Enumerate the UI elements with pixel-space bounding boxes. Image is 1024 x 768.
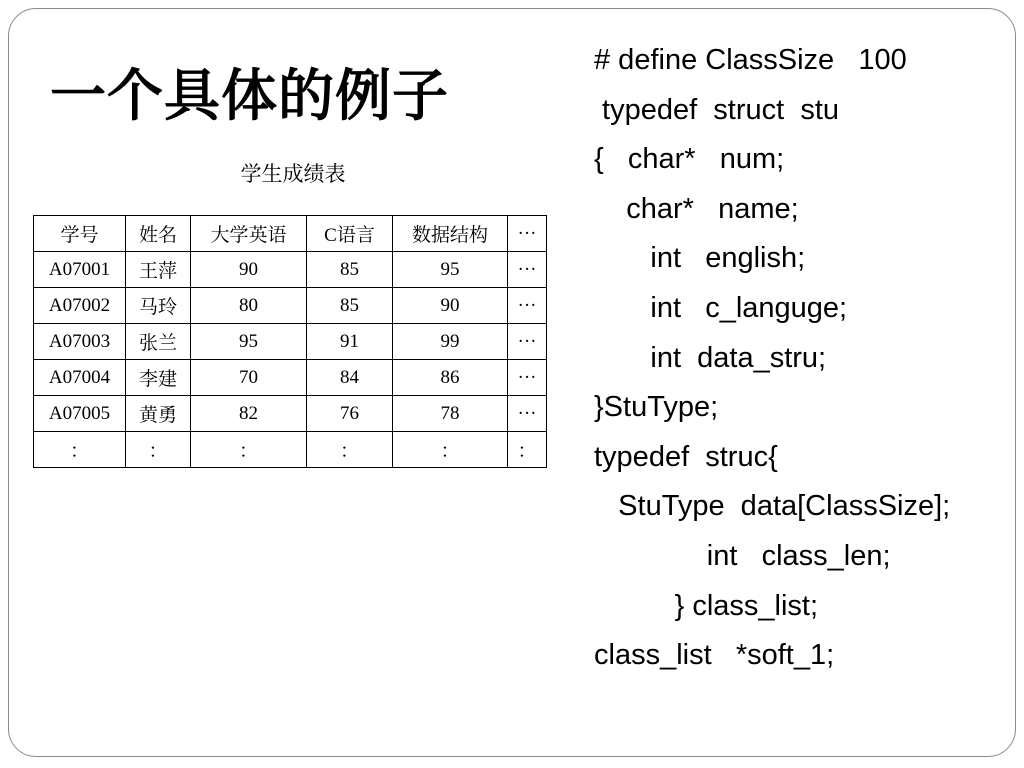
header-cell-c-language: C语言 [307,216,393,252]
table-cell: 99 [393,324,508,360]
table-row [34,324,547,360]
table-cell: ： [126,432,191,468]
table-cell: A07002 [34,288,126,324]
table-cell: ： [307,432,393,468]
table-cell: ： [34,432,126,468]
header-cell-name: 姓名 [126,216,191,252]
table-row [34,360,547,396]
table-cell: ： [508,432,547,468]
table-cell: A07003 [34,324,126,360]
table-caption: 学生成绩表 [240,162,346,186]
table-cell: ： [191,432,307,468]
table-cell: ··· [508,324,547,360]
table-cell: 84 [307,360,393,396]
table-cell: ··· [508,288,547,324]
table-cell: 90 [191,252,307,288]
code-line: }StuType; [594,391,719,424]
table-cell: ··· [508,252,547,288]
table-cell: ··· [508,396,547,432]
code-line: { char* num; [594,143,785,176]
table-cell: 91 [307,324,393,360]
table-cell: A07004 [34,360,126,396]
table-row [34,252,547,288]
code-line: int class_len; [594,539,891,572]
table-cell: A07001 [34,252,126,288]
code-block [594,36,950,681]
code-line: # define ClassSize 100 [594,44,907,76]
table-header-row [34,216,547,252]
code-line: typedef struc{ [594,440,778,473]
table-cell: 78 [393,396,508,432]
header-cell-english: 大学英语 [191,216,307,252]
code-line: typedef struct stu [594,93,839,126]
header-cell-more: ··· [508,216,547,252]
table-row [34,288,547,324]
table-cell: 70 [191,360,307,396]
score-table [33,215,547,468]
code-line: char* name; [594,192,799,225]
table-cell: 黄勇 [126,396,191,432]
table-cell: ： [393,432,508,468]
code-line: int english; [594,242,806,275]
table-row [34,432,547,468]
header-cell-student-id: 学号 [34,216,126,252]
table-cell: ··· [508,360,547,396]
table-cell: 95 [191,324,307,360]
header-cell-data-structure: 数据结构 [393,216,508,252]
code-line: int c_languge; [594,291,848,324]
table-cell: 85 [307,288,393,324]
table-cell: 李建 [126,360,191,396]
table-cell: 76 [307,396,393,432]
code-line: StuType data[ClassSize]; [594,490,951,523]
table-cell: 马玲 [126,288,191,324]
code-line: int data_stru; [594,341,827,374]
table-row [34,396,547,432]
slide-title: 一个具体的例子 [50,64,449,129]
table-cell: 86 [393,360,508,396]
table-cell: 王萍 [126,252,191,288]
table-cell: 90 [393,288,508,324]
table-cell: 80 [191,288,307,324]
table-cell: 85 [307,252,393,288]
code-line: class_list *soft_1; [594,639,835,672]
table-cell: A07005 [34,396,126,432]
table-cell: 95 [393,252,508,288]
code-line: } class_list; [594,589,819,622]
table-cell: 张兰 [126,324,191,360]
table-cell: 82 [191,396,307,432]
